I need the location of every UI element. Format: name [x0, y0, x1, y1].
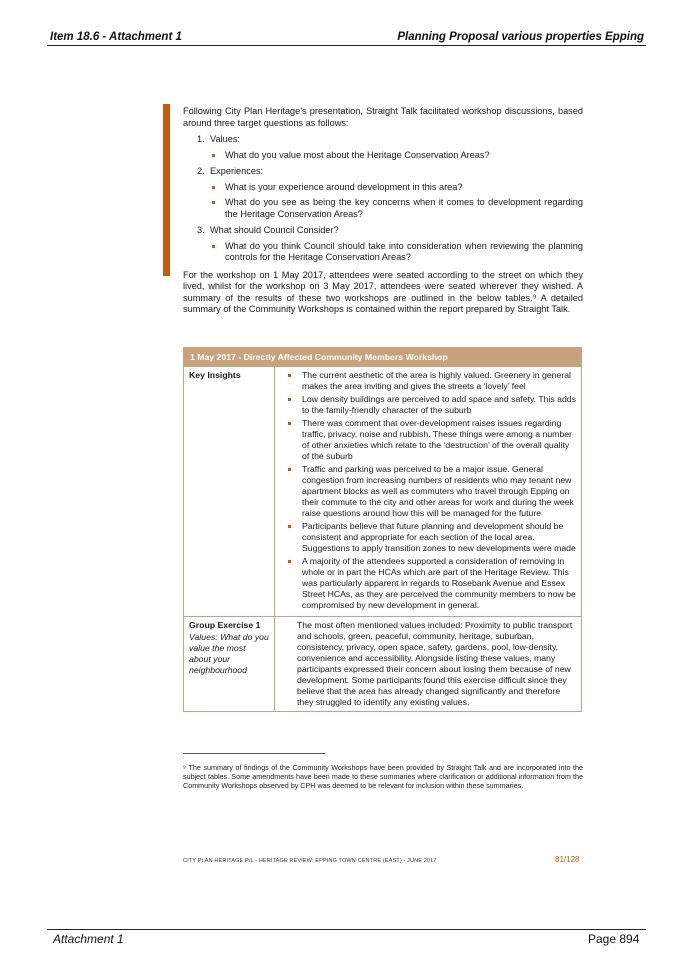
question-bullet: What do you value most about the Heritage Conservation Areas? — [210, 150, 583, 162]
table-row — [184, 617, 582, 712]
question-bullet: What is your experience around development in this area? — [210, 182, 583, 194]
key-insights-cell — [275, 367, 582, 617]
row-label-cell — [184, 617, 275, 712]
header-divider — [47, 45, 646, 46]
workshop-paragraph: For the workshop on 1 May 2017, attendees were seated according to the street on which they lived, whilst for the workshop on 3 May 2017, attendees were seated wherever they wished. A summary of the results of these two workshops are outlined in the below tables.⁹ A detailed summary of the Community Workshops is contained within the report prepared by Straight Talk. — [183, 269, 583, 314]
insight-bullet: Traffic and parking was perceived to be a major issue. General congestion from increasing numbers of residents who may tenant new apartment blocks as well as commuters who travel through Epping on their commute to the city and other areas for work and during the week raise questions around how this will be managed for the future — [280, 464, 576, 519]
group-exercise-subtitle: Values: What do you value the most about your neighbourhood — [189, 632, 269, 675]
group-exercise-text: The most often mentioned values included: Proximity to public transport and schools, green, peaceful, community, heritage, suburban, consistency, privacy, open space, safety, gardens, pool, low-density, convenience and accessibility. Alongside listing these values, many participants expressed their concern about losing them because of new development. Some participants found this exercise difficult since they believe that the area has already changed significantly and therefore they struggled to identify any existing values. — [275, 617, 582, 712]
table-row — [184, 367, 582, 617]
group-exercise-label: Group Exercise 1 — [189, 620, 261, 630]
row-label-cell — [184, 367, 275, 617]
workshop-summary-table — [183, 347, 582, 712]
page-number: Page 894 — [588, 932, 640, 946]
key-insights-label: Key Insights — [189, 370, 241, 380]
accent-sidebar-bar — [163, 104, 170, 276]
report-page-number: 81/128 — [555, 855, 580, 864]
insight-bullet: A majority of the attendees supported a consideration of removing in whole or in part the HCAs which are part of the Heritage Review. This was particularly apparent in regards to Rosebank Avenue and Essex Street HCAs, as they are perceived the community members to now be compromised by new development in general. — [280, 556, 576, 611]
bottom-divider — [47, 929, 646, 930]
footnote-divider — [183, 753, 325, 754]
insight-bullet: There was comment that over-development raises issues regarding traffic, privacy, noise and rubbish. These things were among a number of other anxieties which relate to the ‘destruction’ of the overall quality of the suburb — [280, 418, 576, 462]
header-document-title: Planning Proposal various properties Epping — [397, 31, 644, 43]
attachment-label: Attachment 1 — [53, 932, 124, 946]
table-heading: 1 May 2017 - Directly Affected Community Members Workshop — [184, 348, 582, 367]
question-item: 3. What should Council Consider? — [197, 225, 339, 235]
insight-bullet: The current aesthetic of the area is highly valued. Greenery in general makes the area inviting and gives the streets a ‘lovely’ feel — [280, 370, 576, 392]
question-bullet: What do you see as being the key concerns when it comes to development regarding the Heritage Conservation Areas? — [210, 197, 583, 220]
insight-bullet: Low density buildings are perceived to add space and safety. This adds to the family-friendly character of the suburb — [280, 394, 576, 416]
insight-bullet: Participants believe that future planning and development should be consistent and appropriate for each section of the local area. Suggestions to apply transition zones to new developments were made — [280, 521, 576, 554]
question-bullet: What do you think Council should take into consideration when reviewing the planning controls for the Heritage Conservation Areas? — [210, 241, 583, 264]
question-item: 2. Experiences: — [197, 166, 264, 176]
table-header-row — [184, 348, 582, 367]
footnote-text: ⁹ The summary of findings of the Community Workshops have been provided by Straight Talk and are incorporated into the subject tables. Some amendments have been made to these summaries where clarification or additional information from the Community Workshops observed by CPH was deemed to be relevant for inclusion within these summaries. — [183, 763, 583, 790]
question-item: 1. Values: — [197, 134, 240, 144]
intro-paragraph: Following City Plan Heritage's presentation, Straight Talk facilitated workshop discussions, based around three target questions as follows: — [183, 106, 583, 128]
body-content — [183, 106, 583, 316]
header-item-label: Item 18.6 - Attachment 1 — [50, 31, 182, 43]
report-footer-text: CITY PLAN HERITAGE P/L - HERITAGE REVIEW: EPPING TOWN CENTRE (EAST) - JUNE 2017 — [183, 858, 437, 864]
